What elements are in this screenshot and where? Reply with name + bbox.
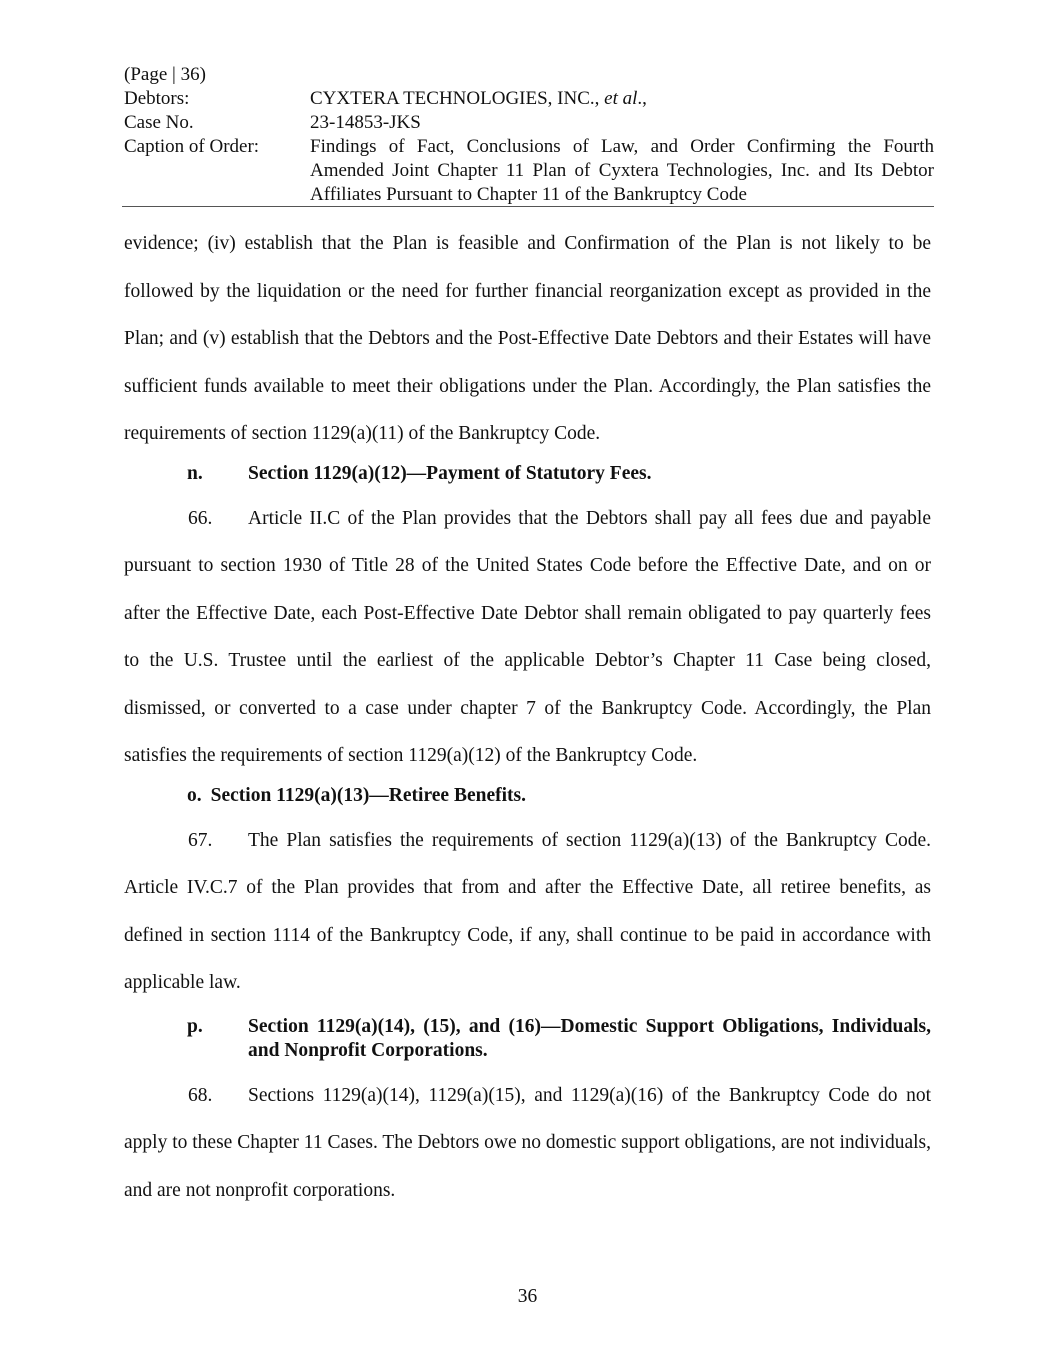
page-number: 36 (517, 1286, 538, 1307)
section-letter: p. (187, 1015, 203, 1037)
section-heading-o (124, 784, 931, 808)
page-reference: (Page | 36) (124, 64, 206, 85)
paragraph-68: 68. Sections 1129(a)(14), 1129(a)(15), and 1129(a)(16) of the Bankruptcy Code do not apply to these Chapter 11 Cases. The Debtors owe no domestic support obligations, are not individuals, and are not nonprofit corporations. (124, 1072, 931, 1215)
section-heading-n (124, 462, 931, 486)
intro-paragraph: evidence; (iv) establish that the Plan is feasible and Confirmation of the Plan is not likely to be followed by the liquidation or the need for further financial reorganization except as provided in the Plan; and (v) establish that the Debtors and the Post-Effective Date Debtors and their Estates will have sufficient funds available to meet their obligations under the Plan. Accordingly, the Plan satisfies the requirements of section 1129(a)(11) of the Bankruptcy Code. (124, 233, 931, 444)
case-label: Case No. (124, 112, 194, 133)
paragraph-number: 67. (188, 829, 213, 851)
document-header (124, 63, 934, 207)
paragraph-66: 66. Article II.C of the Plan provides that the Debtors shall pay all fees due and payable pursuant to section 1930 of Title 28 of the United States Code before the Effective Date, and on or after the Effective Date, each Post-Effective Date Debtor shall remain obligated to pay quarterly fees to the U.S. Trustee until the earliest of the applicable Debtor’s Chapter 11 Case being closed, dismissed, or converted to a case under chapter 7 of the Bankruptcy Code. Accordingly, the Plan satisfies the requirements of section 1129(a)(12) of the Bankruptcy Code. (124, 495, 931, 780)
section-title: Section 1129(a)(12)—Payment of Statutory Fees. (248, 462, 652, 484)
debtors-value: CYXTERA TECHNOLOGIES, INC., et al., (310, 88, 647, 109)
paragraph-number: 68. (188, 1084, 213, 1106)
header-divider (122, 206, 934, 207)
caption-value: Findings of Fact, Conclusions of Law, and Order Confirming the Fourth Amended Joint Chapter 11 Plan of Cyxtera Technologies, Inc. and Its Debtor Affiliates Pursuant to Chapter 11 of the Bankruptcy Code (310, 136, 934, 205)
case-number: 23-14853-JKS (310, 112, 421, 133)
paragraph-67: 67. The Plan satisfies the requirements of section 1129(a)(13) of the Bankruptcy Code. Article IV.C.7 of the Plan provides that from and after the Effective Date, all retiree benefits, as defined in section 1114 of the Bankruptcy Code, if any, shall continue to be paid in accordance with applicable law. (124, 817, 931, 1007)
debtors-label: Debtors: (124, 88, 190, 109)
section-title: Section 1129(a)(14), (15), and (16)—Domestic Support Obligations, Individuals, and Nonprofit Corporations. (248, 1015, 931, 1061)
caption-label: Caption of Order: (124, 136, 260, 157)
et-al: et al (604, 88, 638, 109)
section-title: Section 1129(a)(13)—Retiree Benefits. (210, 784, 526, 806)
document-body (124, 228, 931, 1214)
case-row (124, 111, 934, 135)
paragraph-number: 66. (188, 507, 213, 529)
section-letter: n. (187, 462, 203, 484)
debtors-row (124, 87, 934, 111)
section-letter: o. (187, 784, 202, 806)
caption-row (124, 135, 934, 207)
section-heading-p (124, 1015, 931, 1063)
